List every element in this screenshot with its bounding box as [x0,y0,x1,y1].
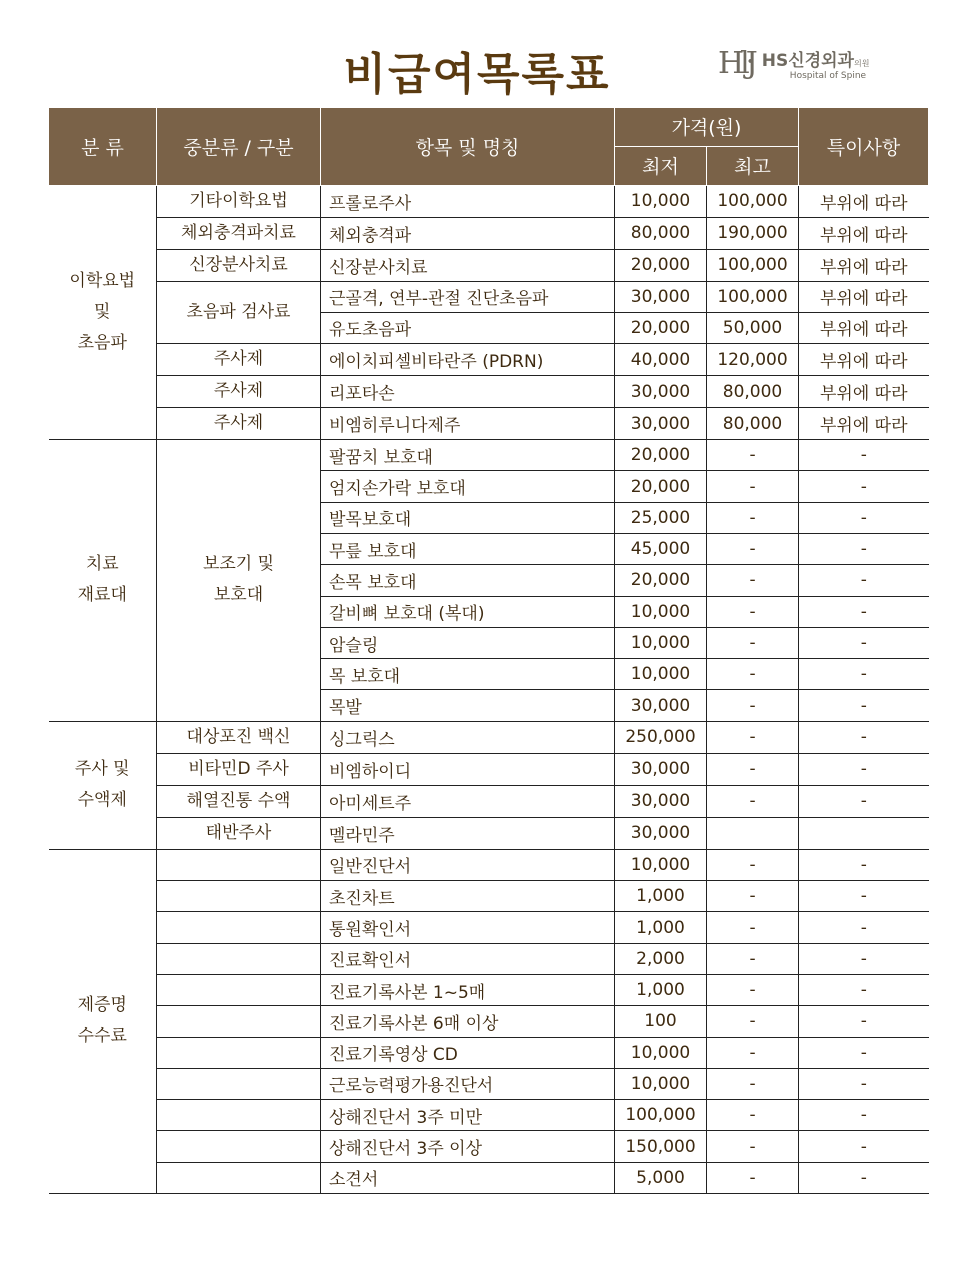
price-max: - [707,912,799,943]
note: - [799,849,929,880]
note: 부위에 따라 [799,185,929,217]
price-max: 80,000 [707,408,799,440]
price-min: 1,000 [615,881,707,912]
price-max: 100,000 [707,249,799,281]
logo-mark-icon: HŀJ [718,46,754,81]
price-min: 20,000 [615,440,707,471]
price-max: - [707,849,799,880]
item-name: 진료기록영상 CD [321,1037,615,1068]
note: 부위에 따라 [799,344,929,376]
subcategory-cell [157,1068,321,1099]
category-cell [49,721,157,849]
price-max: 120,000 [707,344,799,376]
note: - [799,912,929,943]
note: - [799,596,929,627]
note: - [799,1131,929,1162]
header-item: 항목 및 명칭 [321,108,615,185]
category-cell [49,185,157,440]
price-min: 10,000 [615,659,707,690]
item-name: 소견서 [321,1162,615,1193]
item-name: 초진차트 [321,881,615,912]
table-row [49,1131,929,1162]
price-min: 30,000 [615,376,707,408]
item-name: 엄지손가락 보호대 [321,471,615,502]
price-max [707,817,799,849]
table-row [49,943,929,974]
note: - [799,943,929,974]
item-name: 진료확인서 [321,943,615,974]
item-name: 손목 보호대 [321,565,615,596]
page-title: 비급여목록표 [343,49,611,100]
subcategory-cell: 주사제 [157,344,321,376]
subcategory-cell: 태반주사 [157,817,321,849]
subcategory-cell [157,1037,321,1068]
subcategory-cell: 비타민D 주사 [157,753,321,785]
subcategory-cell: 체외충격파치료 [157,217,321,249]
note: - [799,502,929,533]
subcategory-cell [157,849,321,880]
item-name: 유도초음파 [321,312,615,343]
item-name: 암슬링 [321,627,615,658]
table-row [49,849,929,880]
note: - [799,1006,929,1037]
subcategory-cell [157,1100,321,1131]
table-row [49,881,929,912]
table-row [49,974,929,1005]
price-min: 20,000 [615,471,707,502]
note: - [799,785,929,817]
category-label: 치료 [85,554,119,575]
price-min: 10,000 [615,185,707,217]
table-row [49,344,929,376]
subcategory-cell: 주사제 [157,408,321,440]
item-name: 프롤로주사 [321,185,615,217]
note: - [799,471,929,502]
subcategory-cell [157,974,321,1005]
price-max: - [707,440,799,471]
item-name: 싱그릭스 [321,721,615,753]
category-cell [49,849,157,1193]
subcategory-cell: 보조기 및 보호대 [157,440,321,722]
price-min: 30,000 [615,690,707,721]
price-min: 100,000 [615,1100,707,1131]
price-max: - [707,627,799,658]
table-row [49,1006,929,1037]
price-max: - [707,881,799,912]
item-name: 상해진단서 3주 이상 [321,1131,615,1162]
table-row [49,817,929,849]
price-max: - [707,1100,799,1131]
subcategory-cell [157,1131,321,1162]
price-max: - [707,785,799,817]
price-max: 100,000 [707,185,799,217]
subcategory-cell: 해열진통 수액 [157,785,321,817]
table-row [49,1162,929,1193]
price-max: - [707,596,799,627]
item-name: 목 보호대 [321,659,615,690]
price-max: - [707,974,799,1005]
table-row [49,185,929,217]
price-max: - [707,471,799,502]
item-name: 비엠히루니다제주 [321,408,615,440]
table-row [49,785,929,817]
note: - [799,533,929,564]
table-row [49,249,929,281]
note: 부위에 따라 [799,312,929,343]
subcategory-cell: 신장분사치료 [157,249,321,281]
price-max: - [707,943,799,974]
header-min: 최저 [615,146,707,185]
table-row [49,753,929,785]
item-name: 신장분사치료 [321,249,615,281]
hospital-logo [718,46,869,81]
category-label: 초음파 [77,332,127,353]
table-row [49,408,929,440]
price-max: - [707,721,799,753]
table-row [49,1068,929,1099]
price-min: 10,000 [615,1037,707,1068]
price-min: 10,000 [615,1068,707,1099]
item-name: 무릎 보호대 [321,533,615,564]
price-max: - [707,533,799,564]
note: - [799,627,929,658]
table-row [49,721,929,753]
item-name: 멜라민주 [321,817,615,849]
subcategory-cell: 대상포진 백신 [157,721,321,753]
category-label: 재료대 [77,585,127,606]
subcategory-cell [157,1162,321,1193]
category-label: 및 [94,301,111,322]
price-min: 40,000 [615,344,707,376]
subcategory-cell: 기타이학요법 [157,185,321,217]
price-table [48,108,929,1194]
price-min: 10,000 [615,627,707,658]
item-name: 에이치피셀비타란주 (PDRN) [321,344,615,376]
note: - [799,1037,929,1068]
price-min: 10,000 [615,596,707,627]
header-price: 가격(원) [615,108,799,146]
price-max: - [707,753,799,785]
header-subcategory: 중분류 / 구분 [157,108,321,185]
item-name: 체외충격파 [321,217,615,249]
item-name: 리포타손 [321,376,615,408]
item-name: 근로능력평가용진단서 [321,1068,615,1099]
price-min: 45,000 [615,533,707,564]
price-min: 25,000 [615,502,707,533]
table-row [49,1037,929,1068]
price-max: - [707,1037,799,1068]
header-max: 최고 [707,146,799,185]
note: 부위에 따라 [799,249,929,281]
note: - [799,565,929,596]
price-max: - [707,659,799,690]
price-min: 20,000 [615,312,707,343]
note: 부위에 따라 [799,217,929,249]
item-name: 팔꿈치 보호대 [321,440,615,471]
table-row [49,376,929,408]
price-min: 2,000 [615,943,707,974]
note: 부위에 따라 [799,408,929,440]
logo-name: HS신경외과 [761,51,854,71]
note: - [799,881,929,912]
price-min: 1,000 [615,974,707,1005]
category-label: 주사 및 [74,759,130,780]
item-name: 목발 [321,690,615,721]
price-max: - [707,1006,799,1037]
note: - [799,1100,929,1131]
price-min: 80,000 [615,217,707,249]
price-min: 10,000 [615,849,707,880]
category-cell [49,440,157,722]
price-min: 150,000 [615,1131,707,1162]
note: - [799,1068,929,1099]
category-label: 수액제 [77,790,127,811]
price-min: 20,000 [615,565,707,596]
logo-subtitle: Hospital of Spine [789,71,867,81]
note [799,817,929,849]
subcategory-cell [157,912,321,943]
price-max: - [707,690,799,721]
logo-suffix: 의원 [853,59,870,68]
price-max: - [707,1131,799,1162]
table-row [49,217,929,249]
price-min: 30,000 [615,817,707,849]
table-row [49,912,929,943]
price-min: 250,000 [615,721,707,753]
note: - [799,721,929,753]
item-name: 비엠하이디 [321,753,615,785]
subcategory-cell: 초음파 검사료 [157,281,321,344]
price-max: - [707,1162,799,1193]
price-max: 50,000 [707,312,799,343]
subcategory-cell [157,881,321,912]
note: - [799,1162,929,1193]
item-name: 근골격, 연부-관절 진단초음파 [321,281,615,312]
price-min: 30,000 [615,281,707,312]
item-name: 아미세트주 [321,785,615,817]
item-name: 진료기록사본 6매 이상 [321,1006,615,1037]
note: - [799,440,929,471]
note: - [799,690,929,721]
category-label: 제증명 [77,995,127,1016]
note: - [799,659,929,690]
price-max: 190,000 [707,217,799,249]
item-name: 상해진단서 3주 미만 [321,1100,615,1131]
table-row [49,1100,929,1131]
category-label: 이학요법 [69,270,136,291]
price-max: - [707,502,799,533]
note: 부위에 따라 [799,281,929,312]
subcategory-cell [157,943,321,974]
item-name: 갈비뼈 보호대 (복대) [321,596,615,627]
table-row [49,440,929,471]
note: - [799,753,929,785]
price-max: - [707,1068,799,1099]
price-min: 5,000 [615,1162,707,1193]
table-row [49,281,929,312]
price-min: 30,000 [615,408,707,440]
price-min: 30,000 [615,753,707,785]
price-min: 30,000 [615,785,707,817]
price-min: 100 [615,1006,707,1037]
header-note: 특이사항 [799,108,929,185]
category-label: 수수료 [77,1026,127,1047]
price-min: 1,000 [615,912,707,943]
item-name: 일반진단서 [321,849,615,880]
price-min: 20,000 [615,249,707,281]
note: - [799,974,929,1005]
price-max: 100,000 [707,281,799,312]
price-max: - [707,565,799,596]
item-name: 발목보호대 [321,502,615,533]
item-name: 통원확인서 [321,912,615,943]
item-name: 진료기록사본 1~5매 [321,974,615,1005]
subcategory-cell: 주사제 [157,376,321,408]
header-category: 분 류 [49,108,157,185]
subcategory-cell [157,1006,321,1037]
price-max: 80,000 [707,376,799,408]
note: 부위에 따라 [799,376,929,408]
